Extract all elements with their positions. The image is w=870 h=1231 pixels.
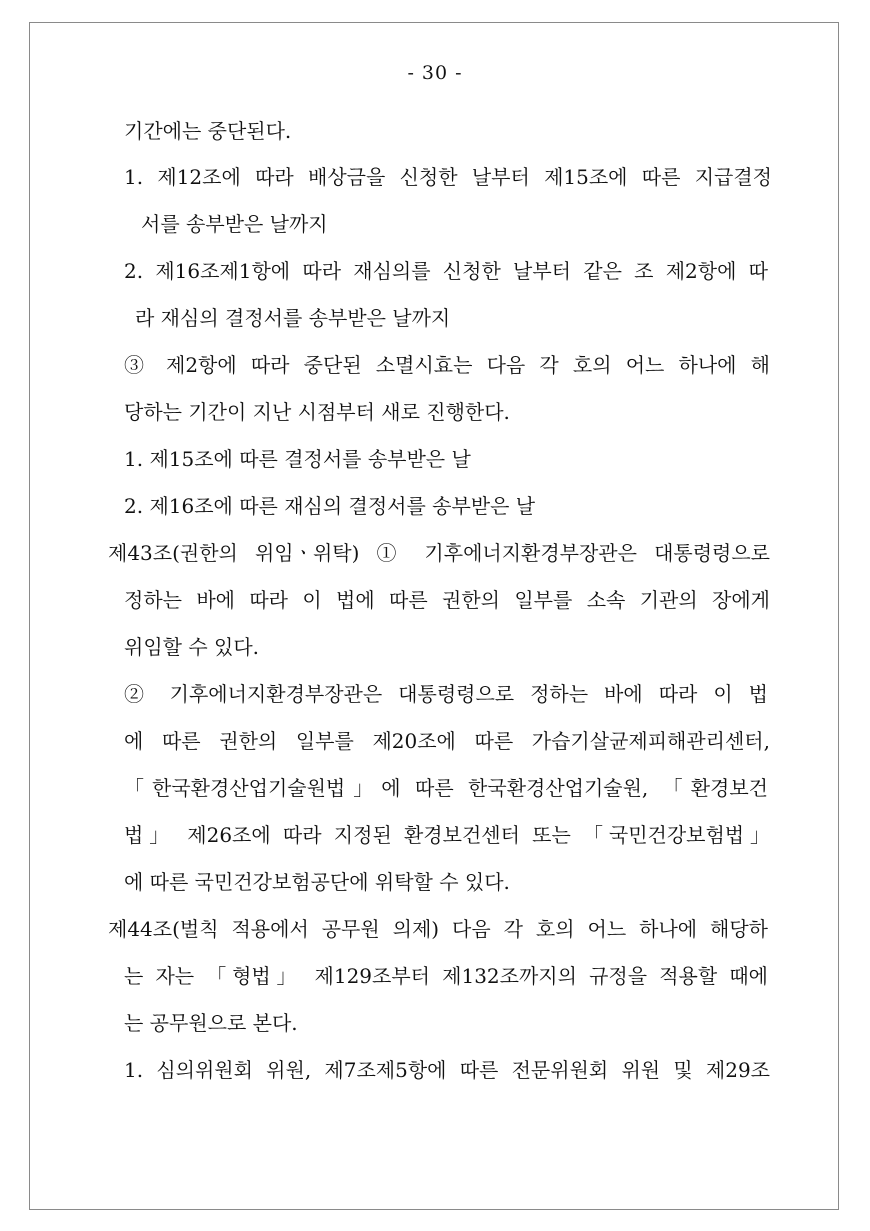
- text-line: 는 공무원으로 본다.: [124, 1011, 298, 1035]
- page-number: - 30 -: [407, 62, 463, 84]
- text-line: 기간에는 중단된다.: [124, 119, 292, 143]
- text-line: 1. 제15조에 따른 결정서를 송부받은 날: [124, 447, 471, 471]
- text-line: ③ 제2항에 따라 중단된 소멸시효는 다음 각 호의 어느 하나에 해: [124, 353, 770, 377]
- article-44-heading: 제44조(벌칙 적용에서 공무원 의제) 다음 각 호의 어느 하나에 해당하: [108, 917, 768, 941]
- article-43-heading: 제43조(권한의 위임ㆍ위탁) ① 기후에너지환경부장관은 대통령령으로: [108, 541, 770, 565]
- text-line: 라 재심의 결정서를 송부받은 날까지: [135, 306, 451, 330]
- text-line: 에 따른 권한의 일부를 제20조에 따른 가습기살균제피해관리센터,: [124, 729, 770, 753]
- text-line: 법」 제26조에 따라 지정된 환경보건센터 또는 「국민건강보험법」: [124, 823, 770, 847]
- text-line: 2. 제16조제1항에 따라 재심의를 신청한 날부터 같은 조 제2항에 따: [124, 259, 768, 283]
- text-line: 는 자는 「형법」 제129조부터 제132조까지의 규정을 적용할 때에: [124, 964, 768, 988]
- text-line: 1. 제12조에 따라 배상금을 신청한 날부터 제15조에 따른 지급결정: [124, 165, 772, 189]
- text-line: 에 따른 국민건강보험공단에 위탁할 수 있다.: [124, 870, 510, 894]
- text-line: 위임할 수 있다.: [124, 635, 259, 659]
- text-line: 정하는 바에 따라 이 법에 따른 권한의 일부를 소속 기관의 장에게: [124, 588, 770, 612]
- text-line: 2. 제16조에 따른 재심의 결정서를 송부받은 날: [124, 494, 536, 518]
- text-line: 1. 심의위원회 위원, 제7조제5항에 따른 전문위원회 위원 및 제29조: [124, 1058, 770, 1082]
- text-line: 당하는 기간이 지난 시점부터 새로 진행한다.: [124, 400, 510, 424]
- text-line: ② 기후에너지환경부장관은 대통령령으로 정하는 바에 따라 이 법: [124, 682, 768, 706]
- text-line: 「한국환경산업기술원법」에 따른 한국환경산업기술원, 「환경보건: [124, 776, 768, 800]
- text-line: 서를 송부받은 날까지: [141, 212, 328, 236]
